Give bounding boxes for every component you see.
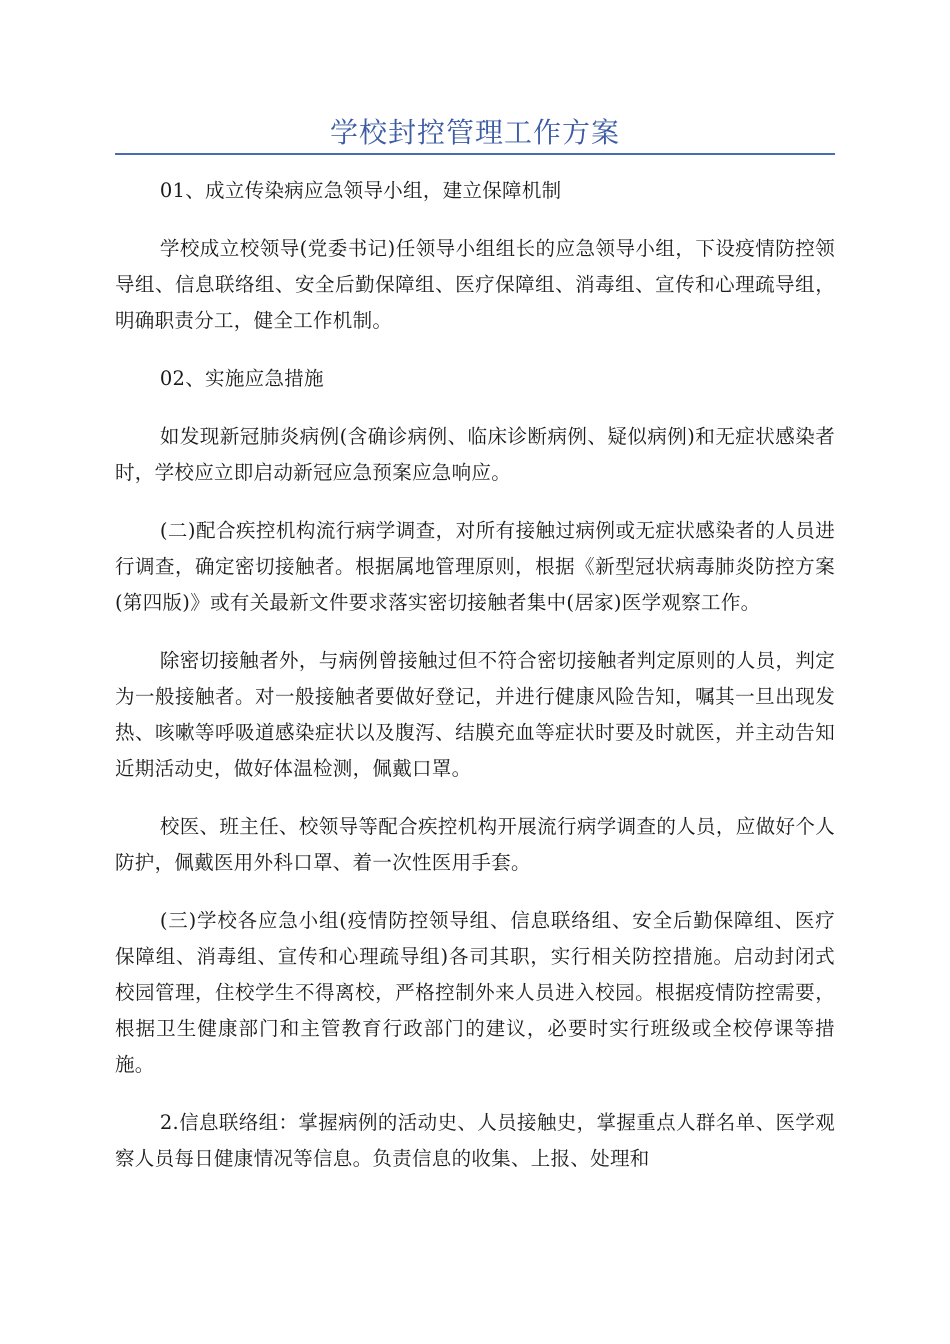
paragraph: 除密切接触者外，与病例曾接触过但不符合密切接触者判定原则的人员，判定为一般接触者。对一般接触者要做好登记，并进行健康风险告知，嘱其一旦出现发热、咳嗽等呼吸道感染症状以及腹泻、结膜充血等症状时要及时就医，并主动告知近期活动史，做好体温检测，佩戴口罩。 bbox=[115, 649, 835, 780]
paragraph: 如发现新冠肺炎病例(含确诊病例、临床诊断病例、疑似病例)和无症状感染者时，学校应立即启动新冠应急预案应急响应。 bbox=[115, 425, 835, 484]
paragraph: 2.信息联络组：掌握病例的活动史、人员接触史，掌握重点人群名单、医学观察人员每日健康情况等信息。负责信息的收集、上报、处理和 bbox=[115, 1111, 835, 1170]
document-title: 学校封控管理工作方案 bbox=[329, 116, 620, 149]
title-underline bbox=[115, 153, 835, 155]
paragraph: (二)配合疾控机构流行病学调查，对所有接触过病例或无症状感染者的人员进行调查，确定密切接触者。根据属地管理原则，根据《新型冠状病毒肺炎防控方案(第四版)》或有关最新文件要求落实密切接触者集中(居家)医学观察工作。 bbox=[115, 519, 835, 614]
paragraph: 校医、班主任、校领导等配合疾控机构开展流行病学调查的人员，应做好个人防护，佩戴医用外科口罩、着一次性医用手套。 bbox=[115, 815, 835, 874]
paragraph: 学校成立校领导(党委书记)任领导小组组长的应急领导小组，下设疫情防控领导组、信息联络组、安全后勤保障组、医疗保障组、消毒组、宣传和心理疏导组，明确职责分工，健全工作机制。 bbox=[115, 237, 835, 332]
paragraph-section-02-heading: 02、实施应急措施 bbox=[159, 367, 324, 390]
paragraph-section-01-heading: 01、成立传染病应急领导小组，建立保障机制 bbox=[159, 179, 562, 202]
paragraph: (三)学校各应急小组(疫情防控领导组、信息联络组、安全后勤保障组、医疗保障组、消毒组、宣传和心理疏导组)各司其职，实行相关防控措施。启动封闭式校园管理，住校学生不得离校，严格控制外来人员进入校园。根据疫情防控需要，根据卫生健康部门和主管教育行政部门的建议，必要时实行班级或全校停课等措施。 bbox=[115, 909, 835, 1076]
